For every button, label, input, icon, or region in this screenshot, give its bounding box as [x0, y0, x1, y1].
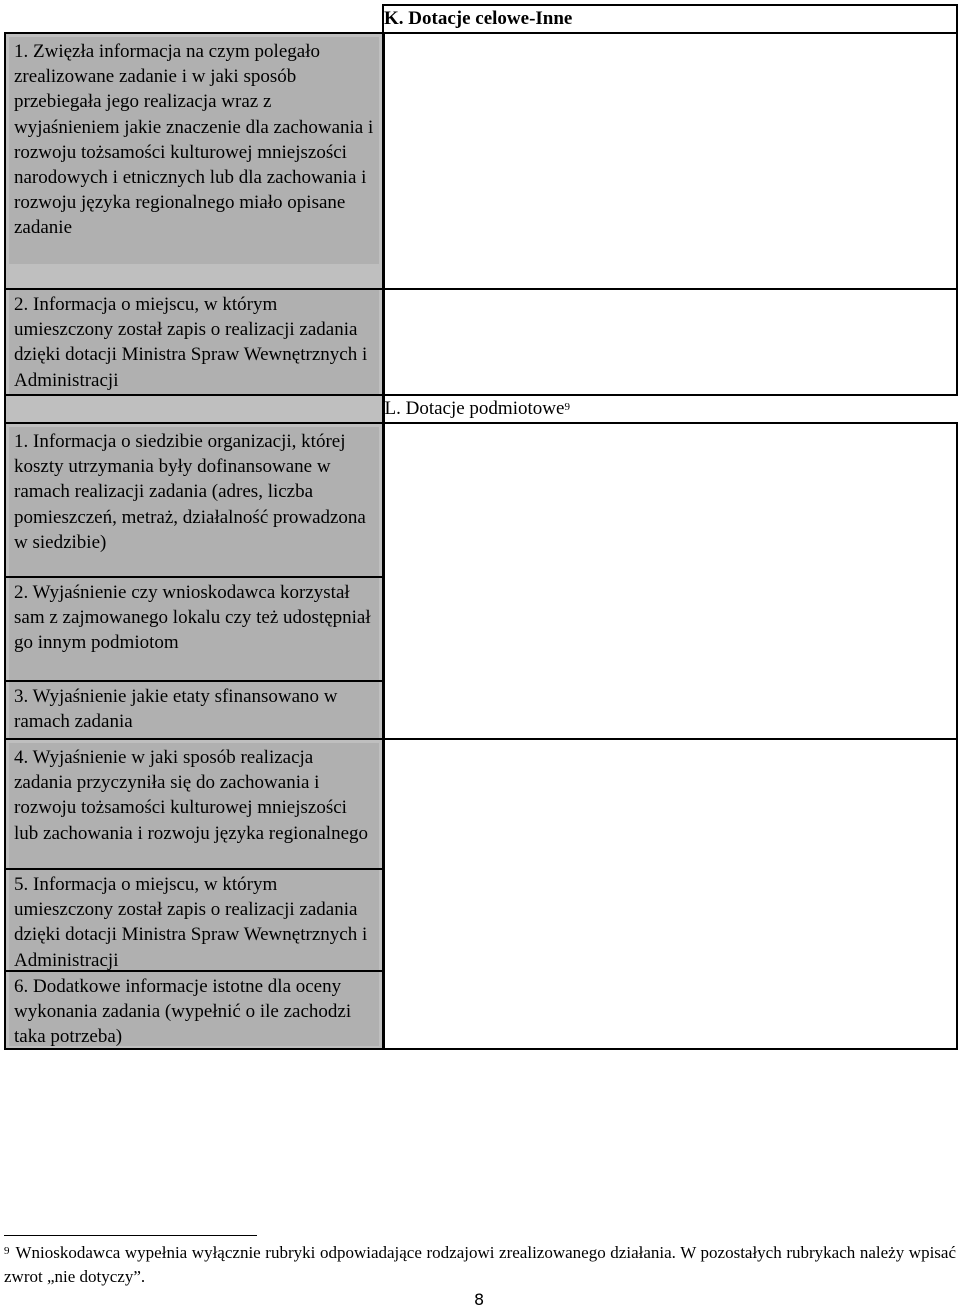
section-k-row-1-label: 1. Zwięzła informacja na czym polegało zrealizowane zadanie i w jaki sposób przebiegała jego realizacja wraz z wyjaśnieniem jakie znaczenie dla zachowania i rozwoju tożsamości kulturowej mniejszości narodowych i etnicznych lub dla zachowania i rozwoju języka regionalnego miało opisane zadanie	[9, 37, 379, 264]
section-l-row-5-label-cell	[5, 869, 383, 971]
section-l-row-4-label-cell	[5, 739, 383, 869]
section-l-rows-1-3-answer-field[interactable]	[383, 423, 957, 739]
section-l-row-2-label-cell	[5, 577, 383, 681]
section-l-row-3-label-cell	[5, 681, 383, 739]
section-l-row-1	[5, 423, 957, 577]
section-l-row-1-label-cell	[5, 423, 383, 577]
section-k-row-1	[5, 33, 957, 289]
footnote-number: 9	[4, 1245, 10, 1257]
section-l-row-4	[5, 739, 957, 869]
section-l-rows-4-6-answer-field[interactable]	[383, 739, 957, 1049]
section-l-row-1-label: 1. Informacja o siedzibie organizacji, której koszty utrzymania były dofinansowane w ramach realizacji zadania (adres, liczba pomieszczeń, metraż, działalność prowadzona w siedzibie)	[9, 427, 379, 576]
section-k-row-2	[5, 289, 957, 395]
section-l-row-6-label: 6. Dodatkowe informacje istotne dla oceny wykonania zadania (wypełnić o ile zachodzi taka potrzeba)	[9, 972, 379, 1046]
section-l-heading	[383, 395, 957, 423]
section-k-row-2-label: 2. Informacja o miejscu, w którym umieszczony został zapis o realizacji zadania dzięki dotacji Ministra Spraw Wewnętrznych i Administracji	[9, 290, 379, 394]
footnote-separator	[4, 1235, 257, 1236]
footnote-text: Wnioskodawca wypełnia wyłącznie rubryki odpowiadające rodzajowi zrealizowanego działania. W pozostałych rubrykach należy wpisać zwrot „nie dotyczy”.	[4, 1243, 956, 1286]
section-k-heading	[383, 5, 957, 33]
section-k-row-2-label-cell	[5, 289, 383, 395]
section-k-row-1-label-cell	[5, 33, 383, 289]
section-k-title: K. Dotacje celowe-Inne	[384, 8, 573, 29]
footnote-ref-9: 9	[564, 401, 570, 413]
report-form-table	[4, 4, 958, 1050]
section-l-row-4-label: 4. Wyjaśnienie w jaki sposób realizacja zadania przyczyniła się do zachowania i rozwoju tożsamości kulturowej mniejszości lub zachowania i rozwoju języka regionalnego	[9, 743, 379, 868]
section-l-row-2-label: 2. Wyjaśnienie czy wnioskodawca korzystał sam z zajmowanego lokalu czy też udostępniał go innym podmiotom	[9, 578, 379, 680]
footnote	[4, 1242, 956, 1288]
section-l-row-6-label-cell	[5, 971, 383, 1049]
section-l-row-3-label: 3. Wyjaśnienie jakie etaty sfinansowano w ramach zadania	[9, 682, 379, 738]
section-l-row-5-label: 5. Informacja o miejscu, w którym umieszczony został zapis o realizacji zadania dzięki dotacji Ministra Spraw Wewnętrznych i Administracji	[9, 870, 379, 970]
page-number: 8	[474, 1290, 485, 1309]
section-k-row-1-answer-field[interactable]	[383, 33, 957, 289]
section-l-heading-row	[5, 395, 957, 423]
section-k-row-2-answer-field[interactable]	[383, 289, 957, 395]
section-k-heading-row	[5, 5, 957, 33]
section-l-title: L. Dotacje podmiotowe	[384, 398, 565, 419]
